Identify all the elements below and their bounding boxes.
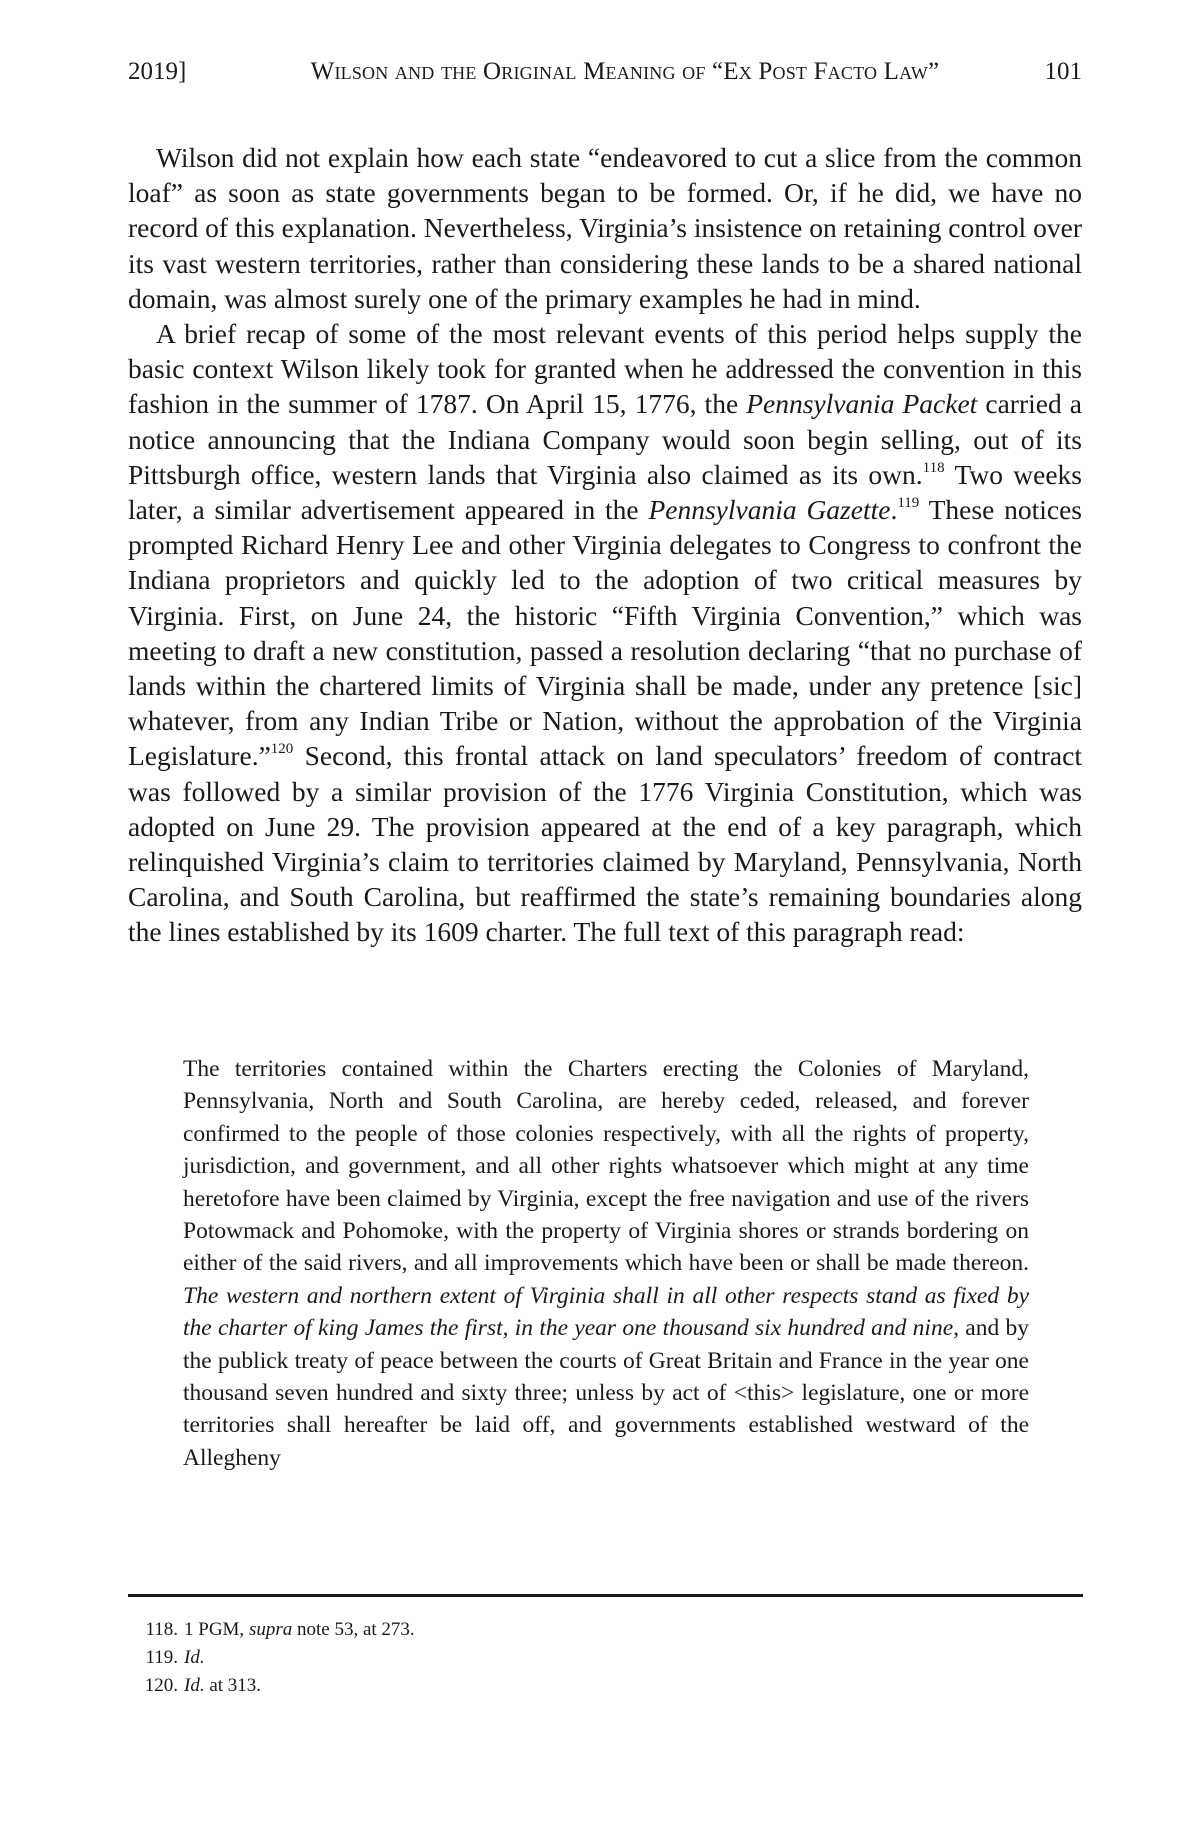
paragraph-2-text: Two weeks later, a similar advertisement appeared in the: [128, 458, 1083, 526]
running-header: [128, 52, 1082, 92]
italic-newspaper-title: Pennsylvania Gazette: [648, 494, 891, 526]
paragraph-2-text: These notices prompted Richard Henry Lee and other Virginia delegates to Congress to confront the Indiana proprietors and quickly led to the adoption of two critical measures by Virginia. First, on June 24, the historic “Fifth Virginia Convention,” which was meeting to draft a new constitution, passed a resolution declaring “that no purchase of lands within the chartered limits of Virginia shall be made, under any pretence [sic] whatever, from any Indian Tribe or Nation, without the approbation of the Virginia Legislature.”: [128, 494, 1082, 772]
header-article-title: Wilson and the Original Meaning of “Ex Post Facto Law”: [310, 58, 940, 85]
body-text: [128, 140, 1082, 950]
paragraph-2-text: .: [890, 494, 898, 526]
footnote-italic: Id.: [184, 1647, 205, 1668]
footnote-ref-119[interactable]: 119: [897, 495, 920, 512]
footnote-120: [128, 1672, 1082, 1700]
footnote-divider: [128, 1594, 1083, 1597]
paragraph-2-text: A brief recap of some of the most relevant events of this period helps supply the basic context Wilson likely took for granted when he addressed the convention in this fashion in the summer of 1787. On April 15, 1776, the: [128, 318, 1082, 420]
footnote-italic: Id.: [184, 1675, 205, 1696]
footnote-119: [128, 1644, 1082, 1672]
block-quote: [183, 1053, 1029, 1474]
footnote-118: [128, 1616, 1082, 1644]
paragraph-2-text: Second, this frontal attack on land speculators’ freedom of contract was followed by a similar provision of the 1776 Virginia Constitution, which was adopted on June 29. The provision appeared at the end of a key paragraph, which relinquished Virginia’s claim to territories claimed by Maryland, Pennsylvania, North Carolina, and South Carolina, but reaffirmed the state’s remaining boundaries along the lines established by its 1609 charter. The full text of this paragraph read:: [128, 740, 1082, 948]
footnote-number: 118.: [145, 1619, 178, 1640]
footnote-number: 120.: [144, 1675, 178, 1696]
header-year: 2019]: [128, 58, 187, 85]
footnote-italic: supra: [248, 1619, 293, 1640]
footnotes: [128, 1616, 1082, 1700]
paragraph-1: Wilson did not explain how each state “endeavored to cut a slice from the common loaf” as soon as state governments began to be formed. Or, if he did, we have no record of this explanation. Nevertheless, Virginia’s insistence on retaining control over its vast western territories, rather than considering these lands to be a shared national domain, was almost surely one of the primary examples he had in mind.: [128, 142, 1082, 314]
block-quote-text: The territories contained within the Charters erecting the Colonies of Maryland, Pennsylvania, North and South Carolina, are hereby ceded, released, and forever confirmed to the people of those colonies respectively, with all the rights of property, jurisdiction, and government, and all other rights whatsoever which might at any time heretofore have been claimed by Virginia, except the free navigation and use of the rivers Potowmack and Pohomoke, with the property of Virginia shores or strands bordering on either of the said rivers, and all improvements which have been or shall be made thereon.: [183, 1056, 1029, 1277]
page-number: 101: [1044, 58, 1082, 85]
footnote-ref-118[interactable]: 118: [922, 459, 945, 476]
paragraph-2: [128, 316, 1082, 950]
footnote-number: 119.: [145, 1647, 178, 1668]
block-quote-italic: The western and northern extent of Virginia shall in all other respects stand as fixed by the charter of king James the first, in the year one thousand six hundred and nine: [183, 1282, 1029, 1342]
italic-newspaper-title: Pennsylvania Packet: [746, 388, 978, 420]
footnote-text: at 313.: [204, 1675, 262, 1696]
footnote-ref-120[interactable]: 120: [270, 741, 294, 758]
footnote-text: note 53, at 273.: [292, 1619, 415, 1640]
footnote-text: 1 PGM,: [184, 1619, 249, 1640]
block-quote-text: , and by the publick treaty of peace between the courts of Great Britain and France in the year one thousand seven hundred and sixty three; unless by act of <this> legislature, one or more territories shall hereafter be laid off, and governments established westward of the Allegheny: [183, 1315, 1030, 1471]
paragraph-2-text: carried a notice announcing that the Indiana Company would soon begin selling, out of its Pittsburgh office, western lands that Virginia also claimed as its own.: [128, 388, 1082, 490]
